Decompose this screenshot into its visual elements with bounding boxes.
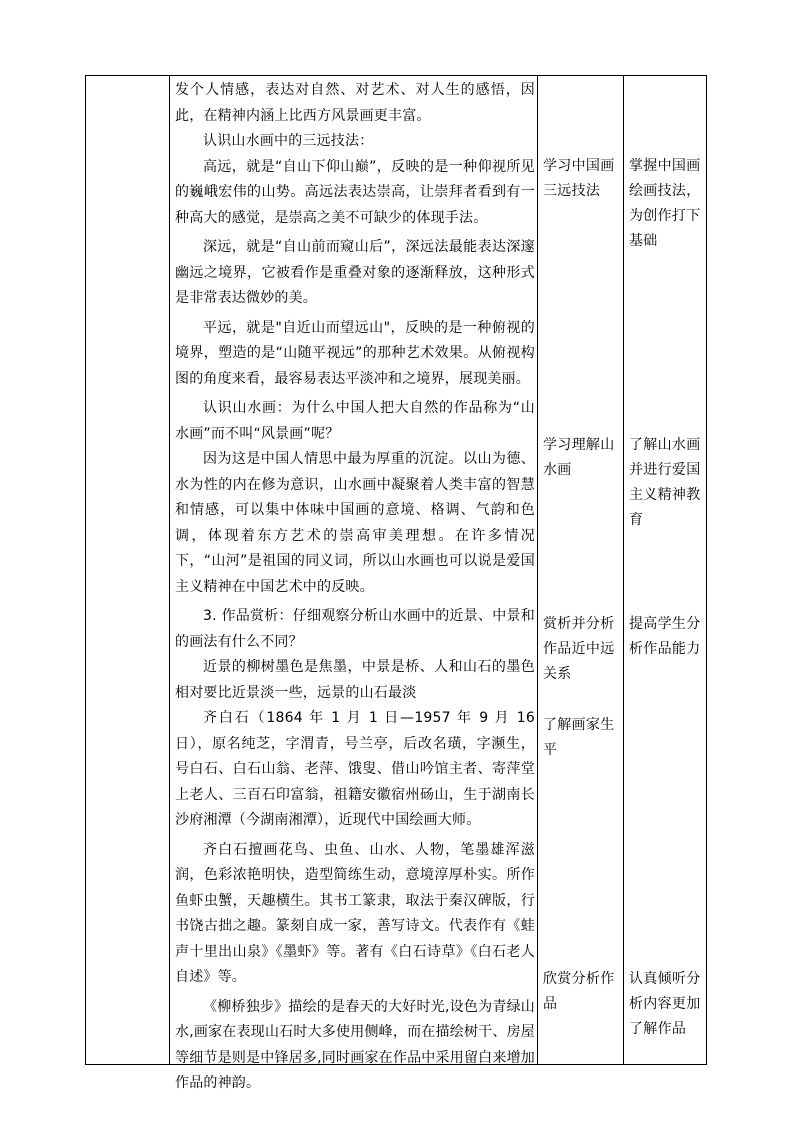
content-paragraph: 《柳桥独步》描绘的是春天的大好时光,设色为青绿山水,画家在表现山石时大多使用侧峰，而在描绘树干、房屋等细节是则是中锋居多,同时画家在作品中采用留白来增加作品的神韵。 xyxy=(175,998,535,1091)
student-activity: 欣赏分析作品 xyxy=(543,971,615,1012)
content-paragraph: 平远，就是"自近山而望远山"，反映的是一种俯视的境界，塑造的是“山随平视远”的那种艺术效果。从俯视构图的角度来看，最容易表达平淡冲和之境界，展现美丽。 xyxy=(175,319,535,387)
column-divider xyxy=(537,76,538,1064)
student-activity: 了解画家生平 xyxy=(543,717,615,758)
lesson-table xyxy=(85,75,707,1091)
content-paragraph: 发个人情感，表达对自然、对艺术、对人生的感悟，因此，在精神内涵上比西方风景画更丰富。 xyxy=(175,82,535,124)
student-activity: 赏析并分析作品近中远关系 xyxy=(543,616,615,682)
student-activity: 学习中国画三远技法 xyxy=(543,158,615,199)
teaching-goal: 认真倾听分析内容更加了解作品 xyxy=(629,971,701,1037)
content-paragraph: 认识山水画：为什么中国人把大自然的作品称为“山水画”而不叫“风景画”呢？ xyxy=(175,400,535,442)
student-activity: 学习理解山水画 xyxy=(543,437,615,478)
teaching-goal: 掌握中国画绘画技法，为创作打下基础 xyxy=(629,158,701,249)
teaching-goal: 提高学生分析作品能力 xyxy=(629,616,701,657)
content-paragraph: 近景的柳树墨色是焦墨，中景是桥、人和山石的墨色相对要比近景淡一些，远景的山石最淡 xyxy=(175,659,535,701)
content-paragraph: 认识山水画中的三远技法： xyxy=(203,133,374,149)
content-column xyxy=(175,78,535,1097)
teaching-goal: 了解山水画并进行爱国主义精神教育 xyxy=(629,437,701,528)
content-paragraph: 深远，就是“自山前而窥山后”，深远法最能表达深邃幽远之境界，它被看作是重叠对象的逐渐释放，这种形式是非常表达微妙的美。 xyxy=(175,239,535,306)
column-divider xyxy=(169,76,170,1064)
content-paragraph: 高远，就是“自山下仰山巅”，反映的是一种仰视所见的巍峨宏伟的山势。高远法表达崇高，让崇拜者看到有一种高大的感觉，是崇高之美不可缺少的体现手法。 xyxy=(175,158,535,226)
content-paragraph: 因为这是中国人情思中最为厚重的沉淀。以山为德、水为性的内在修为意识，山水画中凝聚着人类丰富的智慧和情感，可以集中体味中国画的意境、格调、气韵和色调，体现着东方艺术的崇高审美理想。在许多情况下，“山河”是祖国的同义词，所以山水画也可以说是爱国主义精神在中国艺术中的反映。 xyxy=(175,451,535,595)
content-paragraph: 齐白石擅画花鸟、虫鱼、山水、人物，笔墨雄浑滋润，色彩浓艳明快，造型简练生动，意境淳厚朴实。所作鱼虾虫蟹，天趣横生。其书工篆隶，取法于秦汉碑版，行书饶古拙之趣。篆刻自成一家，善写诗文。代表作有《蛙声十里出山泉》《墨虾》等。著有《白石诗草》《白石老人自述》等。 xyxy=(175,841,535,985)
content-paragraph: 3. 作品赏析：仔细观察分析山水画中的近景、中景和的画法有什么不同？ xyxy=(175,608,535,650)
content-paragraph: 齐白石（1864 年 1 月 1 日—1957 年 9 月 16 日），原名纯芝，字渭青，号兰亭，后改名璜，字濒生，号白石、白石山翁、老萍、饿叟、借山吟馆主者、寄萍堂上老人、三百石印富翁，祖籍安徽宿州砀山，生于湖南长沙府湘潭（今湖南湘潭），近现代中国绘画大师。 xyxy=(175,710,535,828)
column-divider xyxy=(623,76,624,1064)
